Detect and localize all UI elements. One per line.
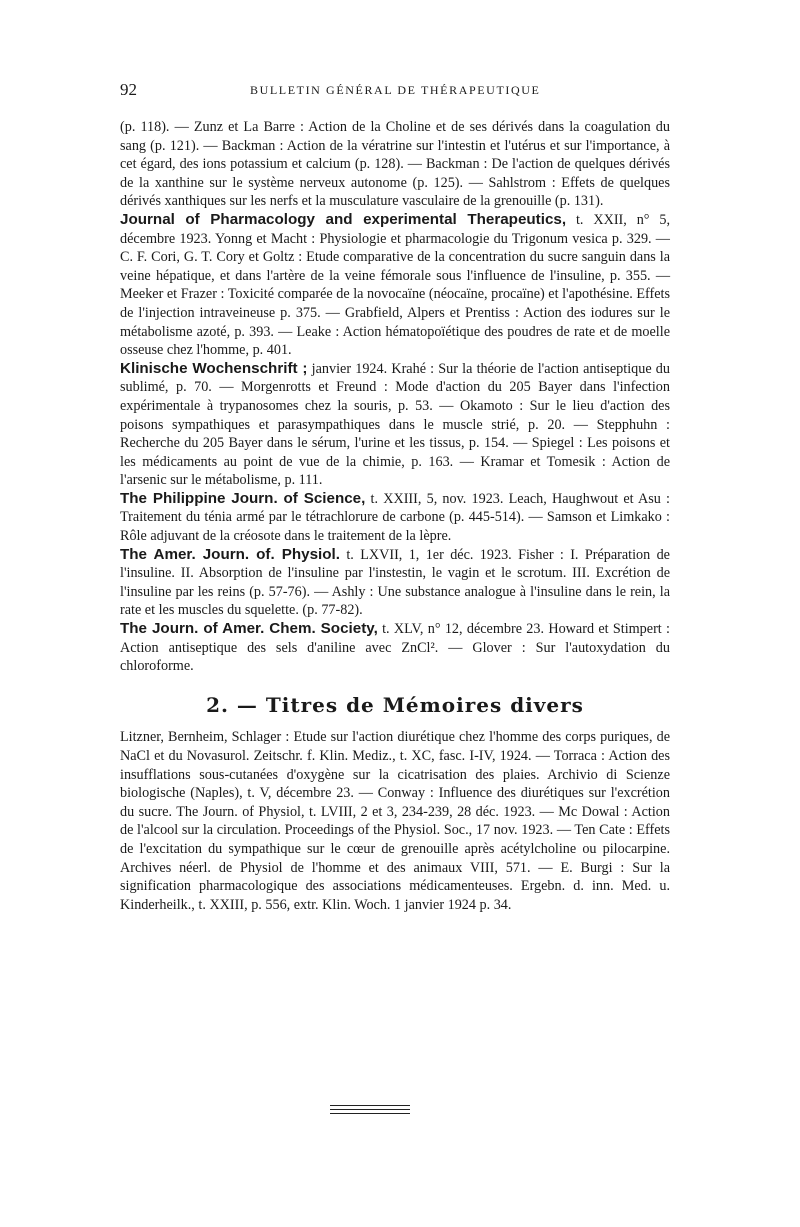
journal-title: The Philippine Journ. of Science,: [120, 489, 366, 507]
end-ornament-rules: [330, 1105, 410, 1117]
journal-title: Klinische Wochenschrift ;: [120, 359, 308, 377]
rule-divider: [330, 1113, 410, 1114]
journal-contents: t. XLV, n° 12, décembre 23. Howard et Stimpert : Action antiseptique des sels d'aniline avec ZnCl². — Glover : Sur l'autoxydation du chloroforme.: [120, 621, 670, 675]
journal-contents: t. LXVII, 1, 1er déc. 1923. Fisher : I. Préparation de l'insuline. II. Absorption de l'insuline par l'instestin, le vagin et le scrotum. III. Excrétion de l'insuline par les reins (p. 57-76). — Ashly : Une substance analogue à l'insuline dans le rein, la rate et les muscles du squelette. (p. 77-82).: [120, 546, 670, 619]
journal-title: The Journ. of Amer. Chem. Society,: [120, 620, 378, 638]
journal-entry-amer-physiol: [120, 546, 670, 620]
running-head: BULLETIN GÉNÉRAL DE THÉRAPEUTIQUE: [250, 83, 541, 97]
journal-entry-philippine: [120, 490, 670, 546]
journal-contents: janvier 1924. Krahé : Sur la théorie de l'action antiseptique du sublimé, p. 70. — Morgenrotts et Freund : Mode d'action du 205 Bayer dans l'infection expérimentale à trypanosomes chez la souris, p. 53. — Okamoto : Sur le lieu d'action des poisons sympathiques et parasympathiques dans le muscle strié, p. 20. — Stepphuhn : Recherche du 205 Bayer dans le sérum, l'urine et les tissus, p. 154. — Spiegel : Les poisons et les médicaments au point de vue de la chimie, p. 163. — Kramar et Tomesik : Action de l'arsenic sur le métabolisme, p. 111.: [120, 360, 670, 489]
journal-entry-pharmacology: [120, 211, 670, 360]
journal-title: The Amer. Journ. of. Physiol.: [120, 545, 340, 563]
section-title: 2. — Titres de Mémoires divers: [206, 692, 584, 717]
continuation-paragraph: (p. 118). — Zunz et La Barre : Action de la Choline et de ses dérivés dans la coagulation du sang (p. 121). — Backman : Action de la vératrine sur l'intestin et l'utérus et sur l'importance, à cet égard, des ions potassium et calcium (p. 128). — Backman : De l'action de quelques dérivés de la xanthine sur le système nerveux autonome (p. 125). — Sahlstrom : Effets de quelques dérivés xanthiques sur les nerfs et la musculature vasculaire de la grenouille (p. 131).: [120, 119, 670, 210]
page-body: [120, 118, 670, 914]
page-header: [120, 80, 670, 102]
rule-divider: [330, 1105, 410, 1106]
journal-entry-klinische: [120, 360, 670, 490]
memoires-paragraph: Litzner, Bernheim, Schlager : Etude sur l'action diurétique chez l'homme des corps puriques, de NaCl et du Novasurol. Zeitschr. f. Klin. Mediz., t. XC, fasc. I-IV, 1924. — Torraca : Action des insufflations sous-cutanées d'oxygène sur la cicatrisation des plaies. Archivio di Scienze biologische (Naples), t. V, décembre 23. — Conway : Influence des diurétiques sur l'excrétion du sucre. The Journ. of Physiol, t. LVIII, 2 et 3, 234-239, 28 déc. 1923. — Mc Dowal : Action de l'alcool sur la circulation. Proceedings of the Physiol. Soc., 17 nov. 1923. — Ten Cate : Effets de l'excitation du sympathique sur le cœur de grenouille après acétylcholine ou pilocarpine. Archives néerl. de Physiol de l'homme et des animaux VIII, 571. — E. Burgi : Sur la signification pharmacologique des associations médicamenteuses. Ergebn. d. inn. Med. u. Kinderheilk., t. XXIII, p. 556, extr. Klin. Woch. 1 janvier 1924 p. 34.: [120, 729, 670, 913]
journal-contents: t. XXII, n° 5, décembre 1923. Yonng et Macht : Physiologie et pharmacologie du Trigonum vesica p. 329. — C. F. Cori, G. T. Cory et Goltz : Etude comparative de la concentration du sucre sanguin dans la veine hépatique, et dans l'artère de la veine fémorale sous l'influence de l'insuline, p. 355. — Meeker et Frazer : Toxicité comparée de la novocaïne (néocaïne, procaïne) et l'apothésine. Effets de l'injection intraveineuse p. 375. — Grabfield, Alpers et Prentiss : Action des iodures sur le métabolisme azoté, p. 393. — Leake : Action hématopoïétique des poudres de rate et de moelle osseuse chez l'homme, p. 401.: [120, 211, 670, 359]
journal-entry-amer-chem: [120, 620, 670, 676]
journal-title: Journal of Pharmacology and experimental Therapeutics,: [120, 210, 567, 228]
journal-contents: t. XXIII, 5, nov. 1923. Leach, Haughwout et Asu : Traitement du ténia armé par le tétrachlorure de carbone (p. 445-514). — Samson et Limkako : Rôle adjuvant de la créosote dans le traitement de la lèpre.: [120, 490, 670, 545]
rule-divider: [330, 1109, 410, 1110]
page-number: 92: [120, 80, 137, 99]
